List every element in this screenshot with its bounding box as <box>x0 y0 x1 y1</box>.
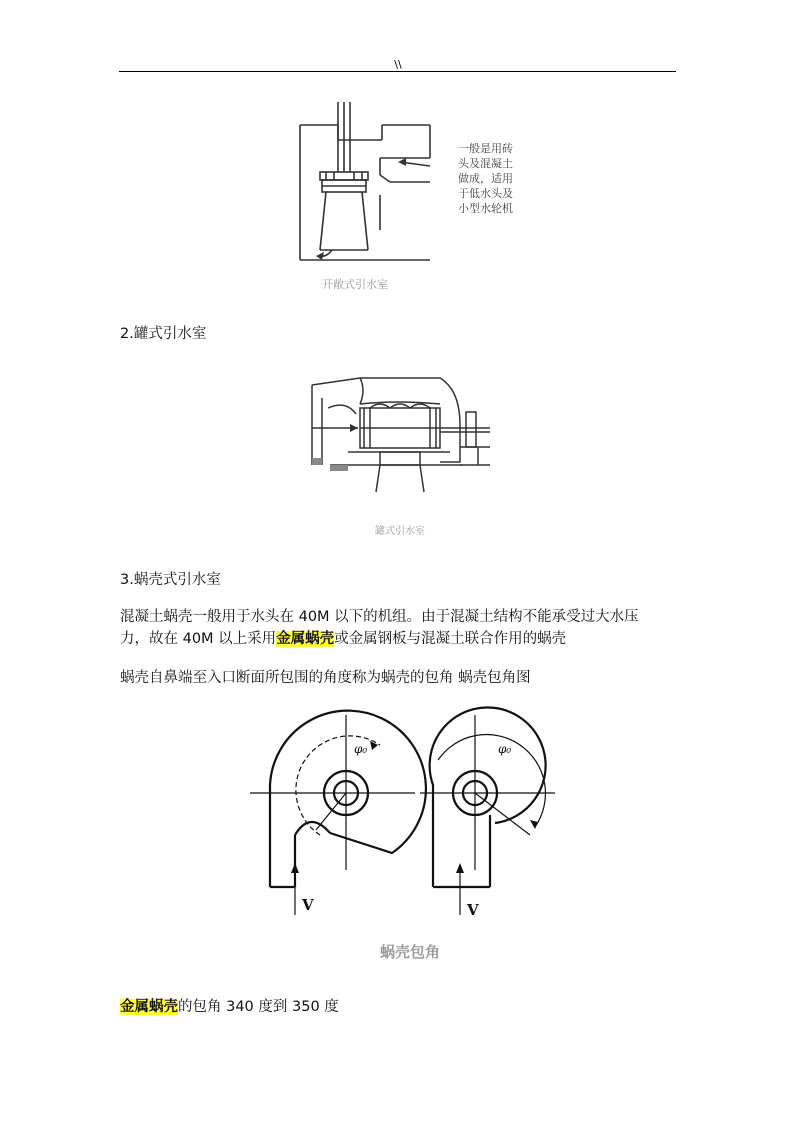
right-angle-label: φ₀ <box>498 742 512 756</box>
paragraph1-line2-post: 或金属钢板与混凝土联合作用的蜗壳 <box>334 631 567 647</box>
section3-heading: 3.蜗壳式引水室 <box>120 572 221 588</box>
header-rule <box>119 71 676 72</box>
figure2-caption: 罐式引水室 <box>375 526 425 537</box>
paragraph1-line2-pre: 力，故在 40M 以上采用 <box>120 631 277 647</box>
header-mark: \\ <box>394 58 402 71</box>
annotation-line-5: 小型水轮机 <box>458 202 513 215</box>
annotation-line-4: 于低水头及 <box>458 187 513 200</box>
figure-open-flume <box>270 100 540 265</box>
tank-intake-drawing <box>300 370 500 495</box>
open-flume-drawing <box>270 100 540 265</box>
closing-line <box>120 997 339 1017</box>
section2-heading: 2.罐式引水室 <box>120 326 207 342</box>
highlight-metal-volute: 金属蜗壳 <box>276 631 335 647</box>
annotation-line-1: 一般是用砖 <box>458 142 513 155</box>
annotation-line-2: 头及混凝土 <box>458 157 513 170</box>
figure-wrap-angle <box>250 705 560 925</box>
paragraph1-line2 <box>120 629 566 649</box>
annotation-line-3: 做成，适用 <box>458 172 513 185</box>
right-v-label: V <box>467 901 479 919</box>
paragraph1-line1: 混凝土蜗壳一般用于水头在 40M 以下的机组。由于混凝土结构不能承受过大水压 <box>120 609 639 625</box>
closing-text: 的包角 340 度到 350 度 <box>178 999 339 1015</box>
wrap-angle-drawing <box>250 705 560 925</box>
figure3-caption: 蜗壳包角 <box>379 943 440 961</box>
highlight-metal-volute-2: 金属蜗壳 <box>120 999 178 1015</box>
left-angle-label: φ₀ <box>354 742 368 756</box>
left-volute-outline <box>270 711 426 887</box>
figure1-caption: 开敞式引水室 <box>322 278 388 291</box>
left-v-label: V <box>302 896 314 914</box>
figure-tank-intake <box>300 370 500 495</box>
paragraph2: 蜗壳自鼻端至入口断面所包围的角度称为蜗壳的包角 蜗壳包角图 <box>120 670 531 686</box>
